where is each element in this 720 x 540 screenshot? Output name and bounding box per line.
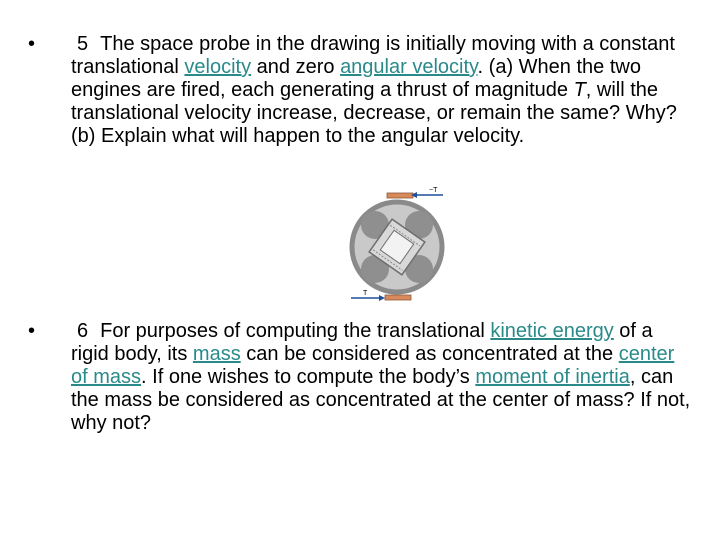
question-6-text — [71, 320, 692, 435]
text-run: and zero — [251, 56, 341, 78]
thrust-label-bottom: T — [363, 290, 368, 297]
text-run: For purposes of computing the translational — [100, 320, 491, 342]
bullet: • — [28, 33, 36, 55]
term-link[interactable]: moment of inertia — [475, 366, 630, 388]
question-6 — [28, 320, 692, 435]
question-number: 6 — [77, 320, 89, 342]
question-number: 5 — [77, 33, 89, 55]
arrowhead — [379, 295, 385, 301]
math-symbol: T — [573, 79, 586, 101]
thrust-label-top: −T — [429, 187, 438, 194]
engine-bottom — [385, 295, 411, 300]
space-probe-figure — [345, 185, 455, 305]
term-link[interactable]: kinetic energy — [490, 320, 614, 342]
text-run: of a rigid body, its — [71, 320, 653, 365]
engine-top — [387, 193, 413, 198]
term-link[interactable]: velocity — [184, 56, 252, 78]
text-run: The space probe in the drawing is initially moving with a constant translational — [71, 33, 675, 78]
text-run: can be considered as concentrated at the — [240, 343, 619, 365]
space-probe-drawing — [345, 185, 455, 305]
term-link[interactable]: mass — [192, 343, 241, 365]
text-run: , can the mass be considered as concentrated at the center of mass? If not, why not? — [71, 366, 691, 434]
text-run: . (a) When the two engines are fired, each generating a thrust of magnitude — [71, 56, 641, 101]
term-link[interactable]: center of mass — [71, 343, 675, 388]
question-5-body — [71, 33, 677, 147]
term-link[interactable]: angular velocity — [340, 56, 478, 78]
text-run: . If one wishes to compute the body’s — [141, 366, 476, 388]
question-5-text — [71, 33, 692, 148]
question-6-body — [71, 320, 690, 434]
text-run: , will the translational velocity increase, decrease, or remain the same? Why? (b) Explain what will happen to the angular velocity. — [71, 79, 677, 147]
bullet: • — [28, 320, 36, 342]
question-5 — [28, 33, 692, 148]
